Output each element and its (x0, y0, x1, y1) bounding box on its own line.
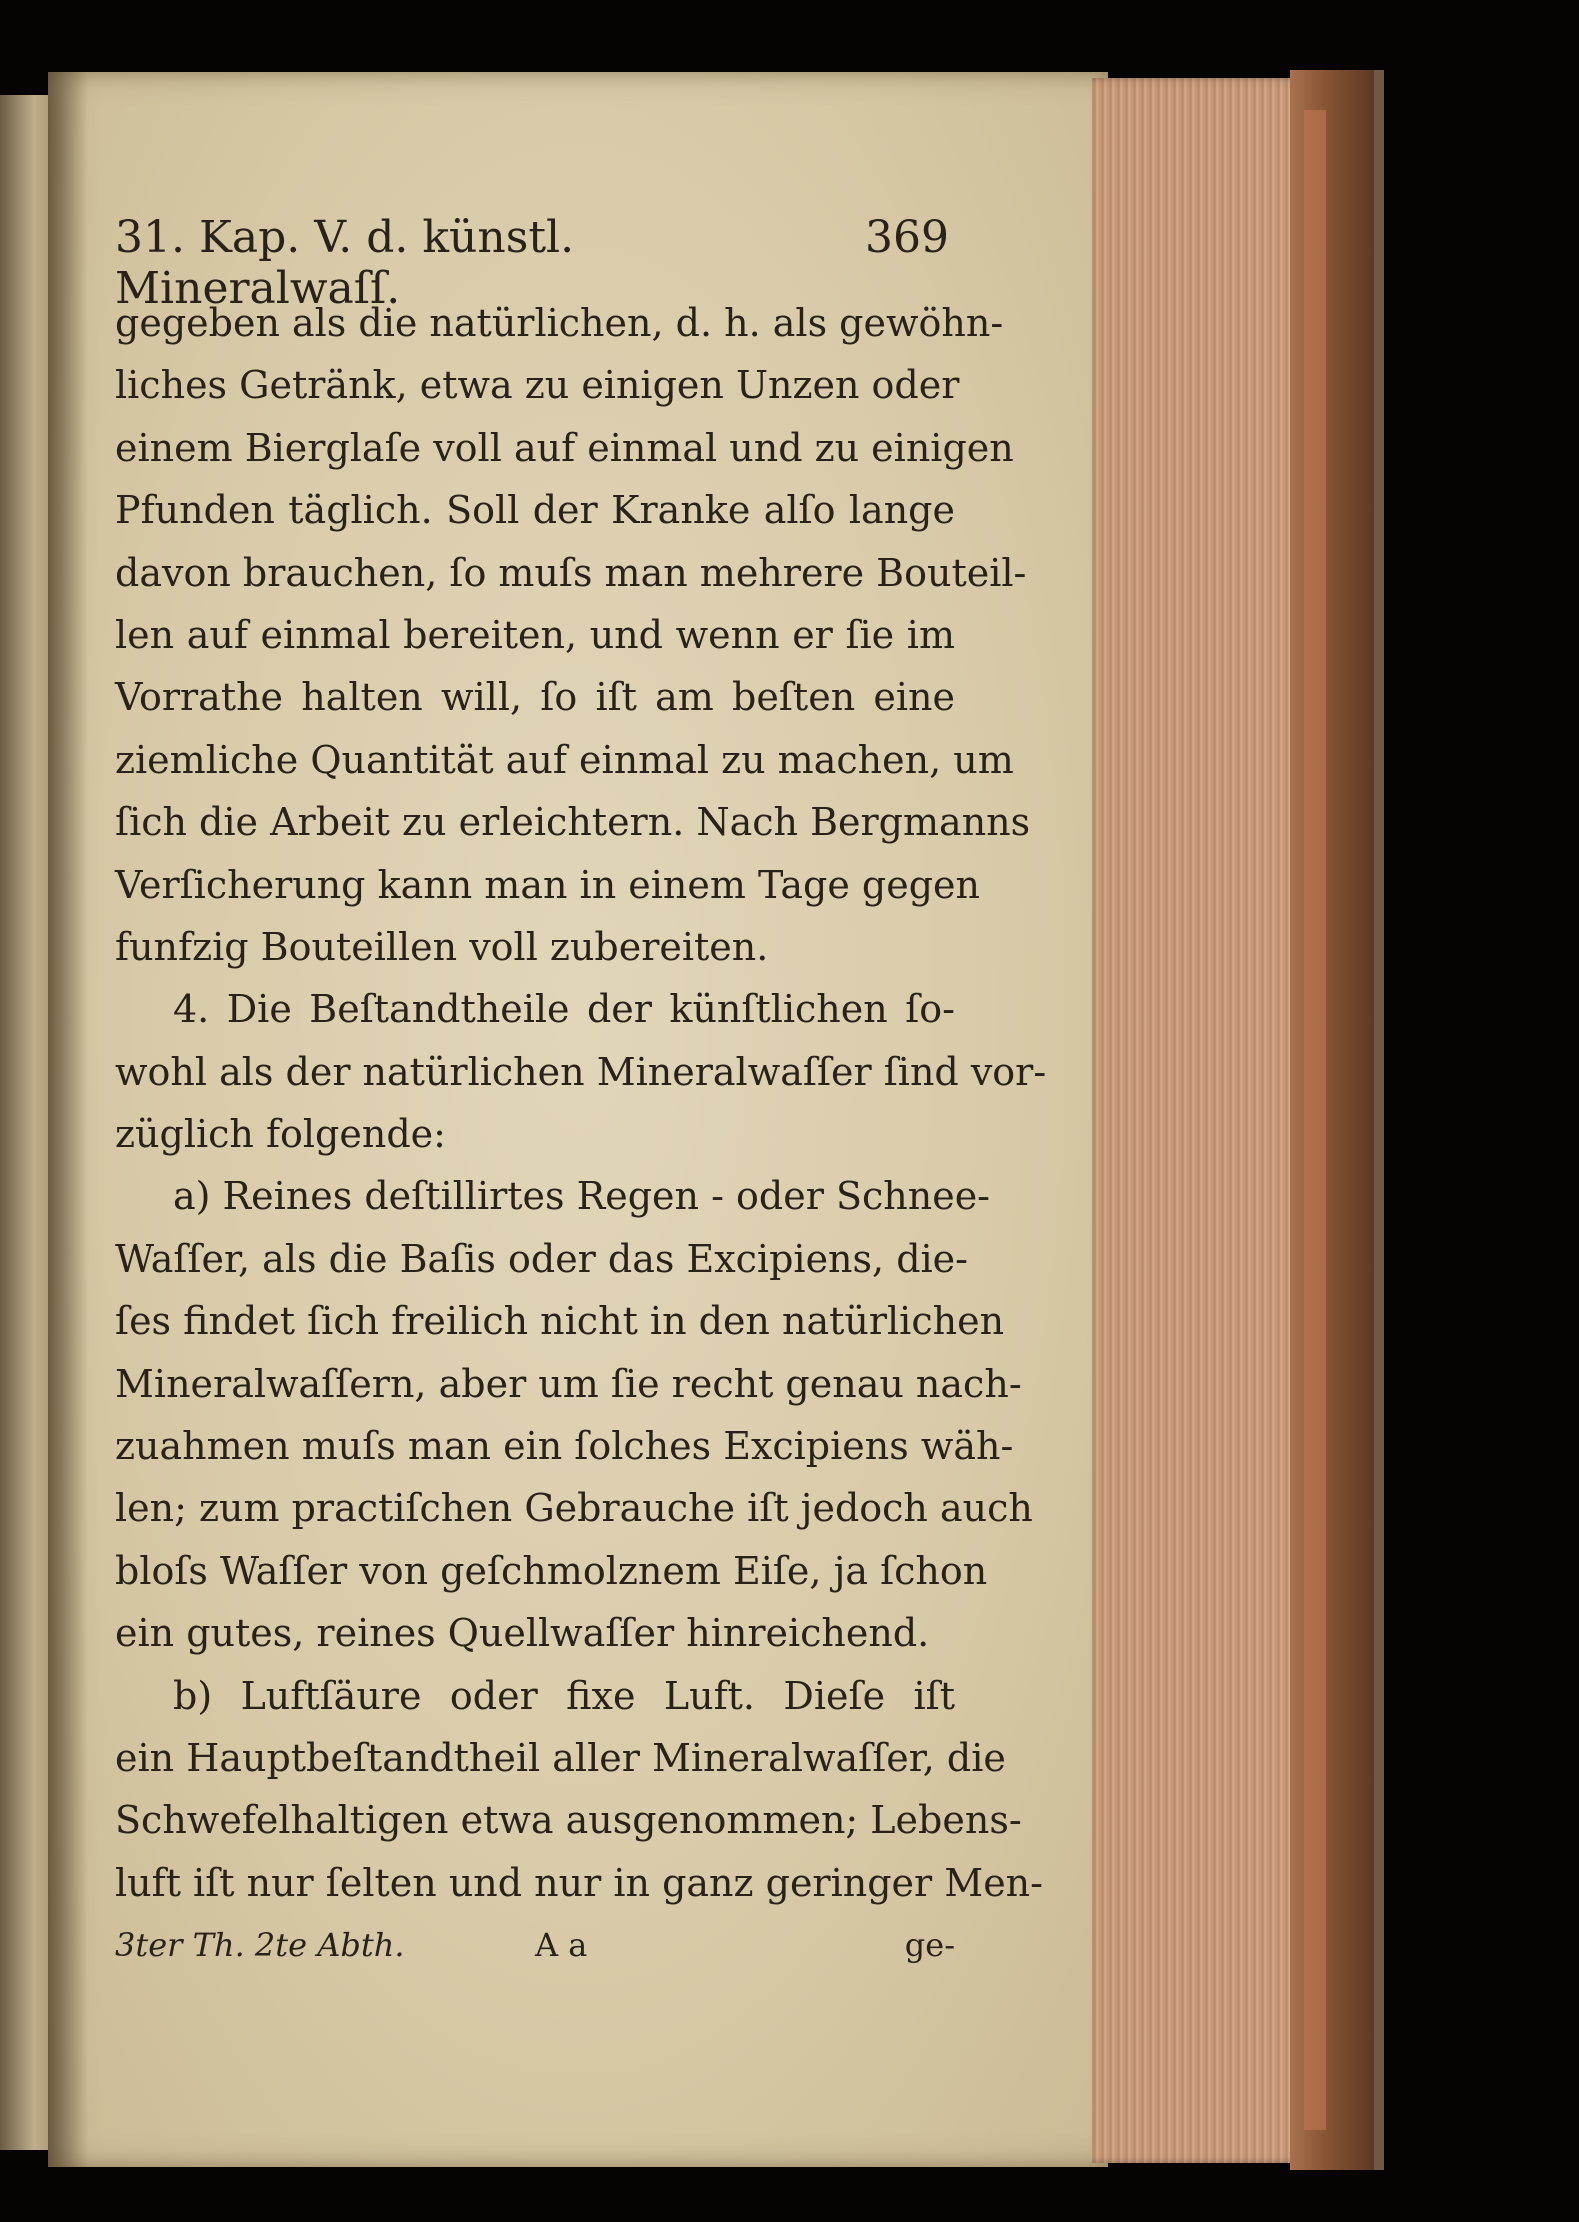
text-line: Vorrathe halten will, ſo iſt am beſten eine (115, 675, 955, 720)
text-line: Waſſer, als die Baſis oder das Excipiens, die- (115, 1236, 968, 1281)
page-number: 369 (865, 212, 949, 263)
text-line-section-4: 4. Die Beſtandtheile der künſtlichen ſo- (173, 987, 955, 1032)
running-header (115, 212, 955, 314)
gathering-mark: A a (535, 1926, 588, 1965)
text-line: gegeben als die natürlichen, d. h. als gewöhn- (115, 301, 1004, 345)
text-line: zuahmen muſs man ein ſolches Excipiens wäh- (115, 1424, 1014, 1469)
text-line: luft iſt nur ſelten und nur in ganz geringer Men- (115, 1860, 1043, 1905)
header-chapter: 31. Kap. V. d. künstl. Mineralwaſſ. (115, 212, 575, 314)
text-line-item-a: a) Reines deſtillirtes Regen - oder Schnee- (173, 1174, 991, 1219)
text-line: Verſicherung kann man in einem Tage gegen (115, 862, 981, 907)
text-line: Pfunden täglich. Soll der Kranke alſo lange (115, 488, 955, 533)
text-line: ſes findet ſich freilich nicht in den natürlichen (115, 1299, 1005, 1344)
text-line: einem Bierglaſe voll auf einmal und zu einigen (115, 425, 1014, 470)
text-line: wohl als der natürlichen Mineralwaſſer ſind vor- (115, 1049, 1047, 1094)
text-line: len; zum practiſchen Gebrauche iſt jedoch auch (115, 1486, 1033, 1531)
gutter-shadow (48, 72, 88, 2167)
text-line: liches Getränk, etwa zu einigen Unzen oder (115, 363, 960, 408)
text-line: ein gutes, reines Quellwaſſer hinreichend. (115, 1611, 930, 1656)
text-line: Schwefelhaltigen etwa ausgenommen; Lebens- (115, 1798, 1022, 1843)
signature-mark: 3ter Th. 2te Abth. (115, 1926, 405, 1965)
catchword: ge- (904, 1926, 955, 1965)
page-text (115, 212, 1047, 1976)
text-line: züglich folgende: (115, 1112, 446, 1157)
text-line-item-b: b) Luftſäure oder fixe Luft. Dieſe iſt (173, 1673, 955, 1718)
text-line: ein Hauptbeſtandtheil aller Mineralwaſſer, die (115, 1735, 1006, 1780)
page-footer (115, 1926, 955, 1976)
text-line: funfzig Bouteillen voll zubereiten. (115, 924, 769, 969)
text-line: len auf einmal bereiten, und wenn er ſie im (115, 612, 955, 657)
text-line: davon brauchen, ſo muſs man mehrere Bouteil- (115, 550, 1027, 595)
text-line: Mineralwaſſern, aber um ſie recht genau nach- (115, 1361, 1022, 1406)
book-cover-edge (1290, 70, 1384, 2170)
text-line: ziemliche Quantität auf einmal zu machen, um (115, 737, 1014, 782)
text-line: ſich die Arbeit zu erleichtern. Nach Bergmanns (115, 800, 1031, 845)
text-line: bloſs Waſſer von geſchmolznem Eiſe, ja ſchon (115, 1548, 988, 1593)
cover-inner-strip (1304, 110, 1326, 2130)
